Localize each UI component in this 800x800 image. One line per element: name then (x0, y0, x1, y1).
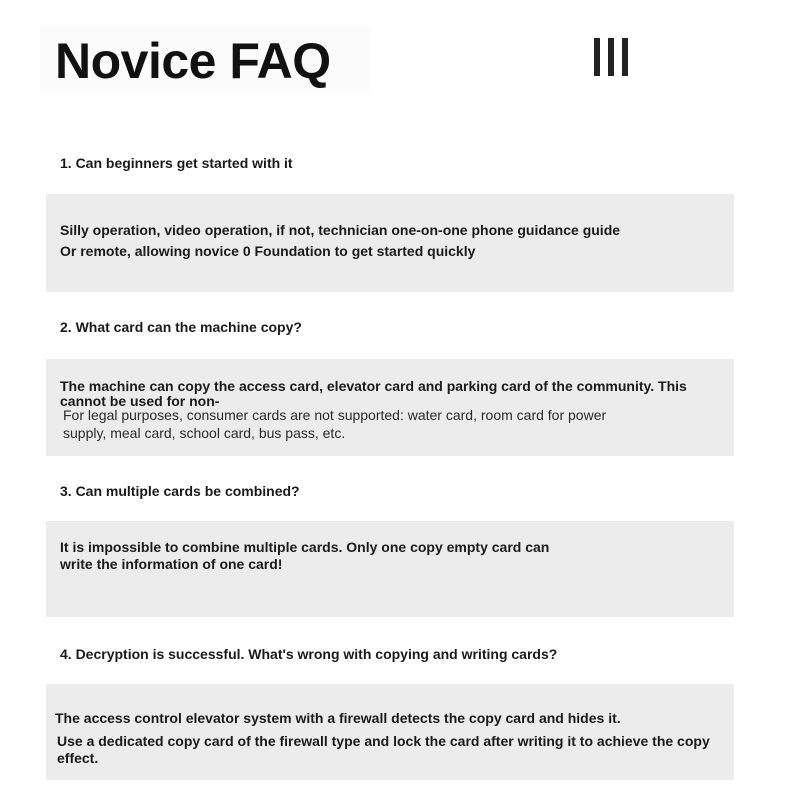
faq-answer-2-line-2: cannot be used for non- (60, 393, 220, 409)
faq-answer-3-line-2: write the information of one card! (60, 556, 283, 572)
hamburger-menu-icon[interactable] (594, 38, 628, 76)
faq-answer-1-line-1: Silly operation, video operation, if not, technician one-on-one phone guidance guide (60, 222, 621, 238)
faq-answer-3-line-1: It is impossible to combine multiple cards. Only one copy empty card can (60, 539, 550, 555)
faq-question-4: 4. Decryption is successful. What's wrong with copying and writing cards? (60, 646, 558, 662)
faq-question-2: 2. What card can the machine copy? (60, 319, 302, 335)
menu-bar (608, 38, 614, 76)
faq-answer-2-line-4: supply, meal card, school card, bus pass, etc. (63, 425, 346, 441)
faq-question-1: 1. Can beginners get started with it (60, 155, 293, 171)
faq-answer-4-line-1: The access control elevator system with a firewall detects the copy card and hides it. (55, 710, 621, 726)
faq-answer-2-line-3: For legal purposes, consumer cards are not supported: water card, room card for power (63, 407, 607, 423)
page-title: Novice FAQ (55, 33, 331, 89)
faq-answer-1-line-2: Or remote, allowing novice 0 Foundation to get started quickly (60, 243, 476, 259)
faq-answer-4-line-3: effect. (57, 750, 99, 766)
menu-bar (622, 38, 628, 76)
menu-bar (594, 38, 600, 76)
faq-question-3: 3. Can multiple cards be combined? (60, 483, 300, 499)
faq-answer-4-line-2: Use a dedicated copy card of the firewall type and lock the card after writing it to achieve the copy (57, 733, 710, 749)
faq-answer-2-line-1: The machine can copy the access card, elevator card and parking card of the community. This (60, 378, 687, 394)
